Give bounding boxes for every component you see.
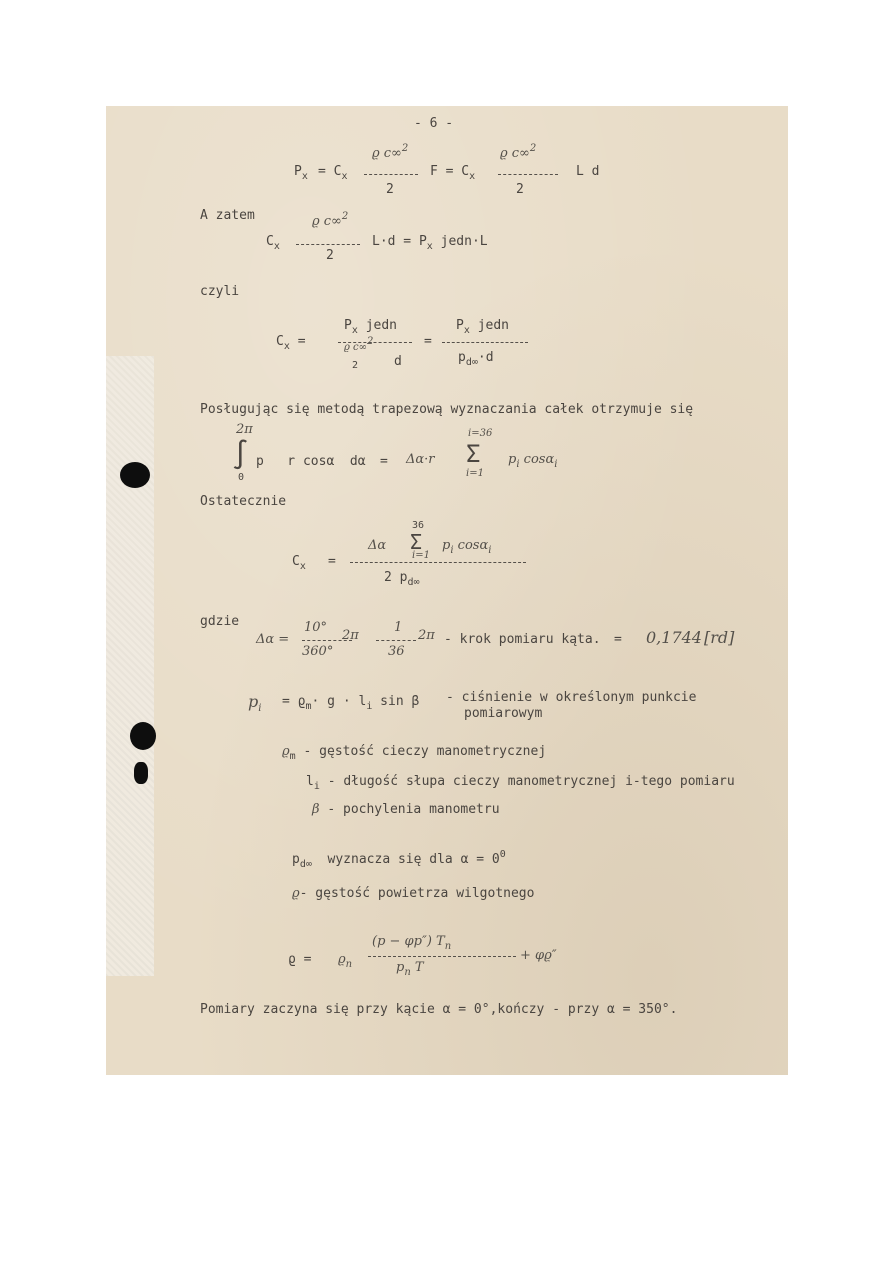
document-page: - 6 - $P_x$ = $C_x$ ϱ c∞$^2$ 2 $F = C_x$ ϱ c∞$^2$ 2 L d A zatem $C_x$ ϱ c∞$^2$ 2 $L\cdot d = P_x$ jedn·L czyli $C_x$ = $P_x$ jedn ϱ c∞2 2 d = $P_x$ jedn $p_{d\infty}\cdot d$ Posługując się metodą trapezową wyznaczania całek otrzymuje się 2π ∫ 0 p r cosα dα = Δα·r i=36 Σ i=1 $p_i$ cosα$_i$ Ostatecznie $C_x$ = Δα 36 Σ i=1 $p_i$ cosα$_i$ 2 $p_{d\infty}$ gdzie Δα = 10° 360° 2π 1 36 2π - krok pomiaru kąta. = 0,1744 [rd] $p_i$ = $ϱ_m\cdot g \cdot l_i$ sin β - ciśnienie w określonym punkcie pomiarowym $ϱ_m$ - gęstość cieczy manometrycznej $l_i$ - długość słupa cieczy manometrycznej i-tego pomiaru β - pochylenia manometru $p_{d\infty}$ wyznacza się dla $\alpha = 0^0$ ϱ- gęstość powietrza wilgotnego ϱ = $ϱ_n$ (p − φp″) $T_n$ $p_n$ T + φϱ″ Pomiary zaczyna się przy kącie α = 0°,kończy - przy α = 350°. — [106, 106, 788, 1075]
rho-definition: ϱ- gęstość powietrza wilgotnego — [292, 886, 535, 901]
closing-sentence: Pomiary zaczyna się przy kącie α = 0°,kończy - przy α = 350°. — [200, 1002, 678, 1017]
definition-item: β - pochylenia manometru — [312, 802, 500, 817]
tape-strip — [106, 356, 154, 976]
definition-item: $ϱ_m$ - gęstość cieczy manometrycznej — [282, 744, 547, 762]
definition-item: $l_i$ - długość słupa cieczy manometrycznej i-tego pomiaru — [306, 774, 735, 792]
pd-inf-definition: $p_{d\infty}$ wyznacza się dla $\alpha = 0^0$ — [292, 849, 506, 870]
ink-blot — [130, 722, 156, 750]
page-number: - 6 - — [414, 116, 454, 131]
ink-blot — [134, 762, 148, 784]
paragraph-trapezoid: Posługując się metodą trapezową wyznaczania całek otrzymuje się — [200, 402, 694, 417]
label-czyli: czyli — [200, 284, 240, 299]
label-gdzie: gdzie — [200, 614, 240, 629]
label-a-zatem: A zatem — [200, 208, 255, 223]
label-ostatecznie: Ostatecznie — [200, 494, 287, 509]
ink-blot — [120, 462, 150, 488]
